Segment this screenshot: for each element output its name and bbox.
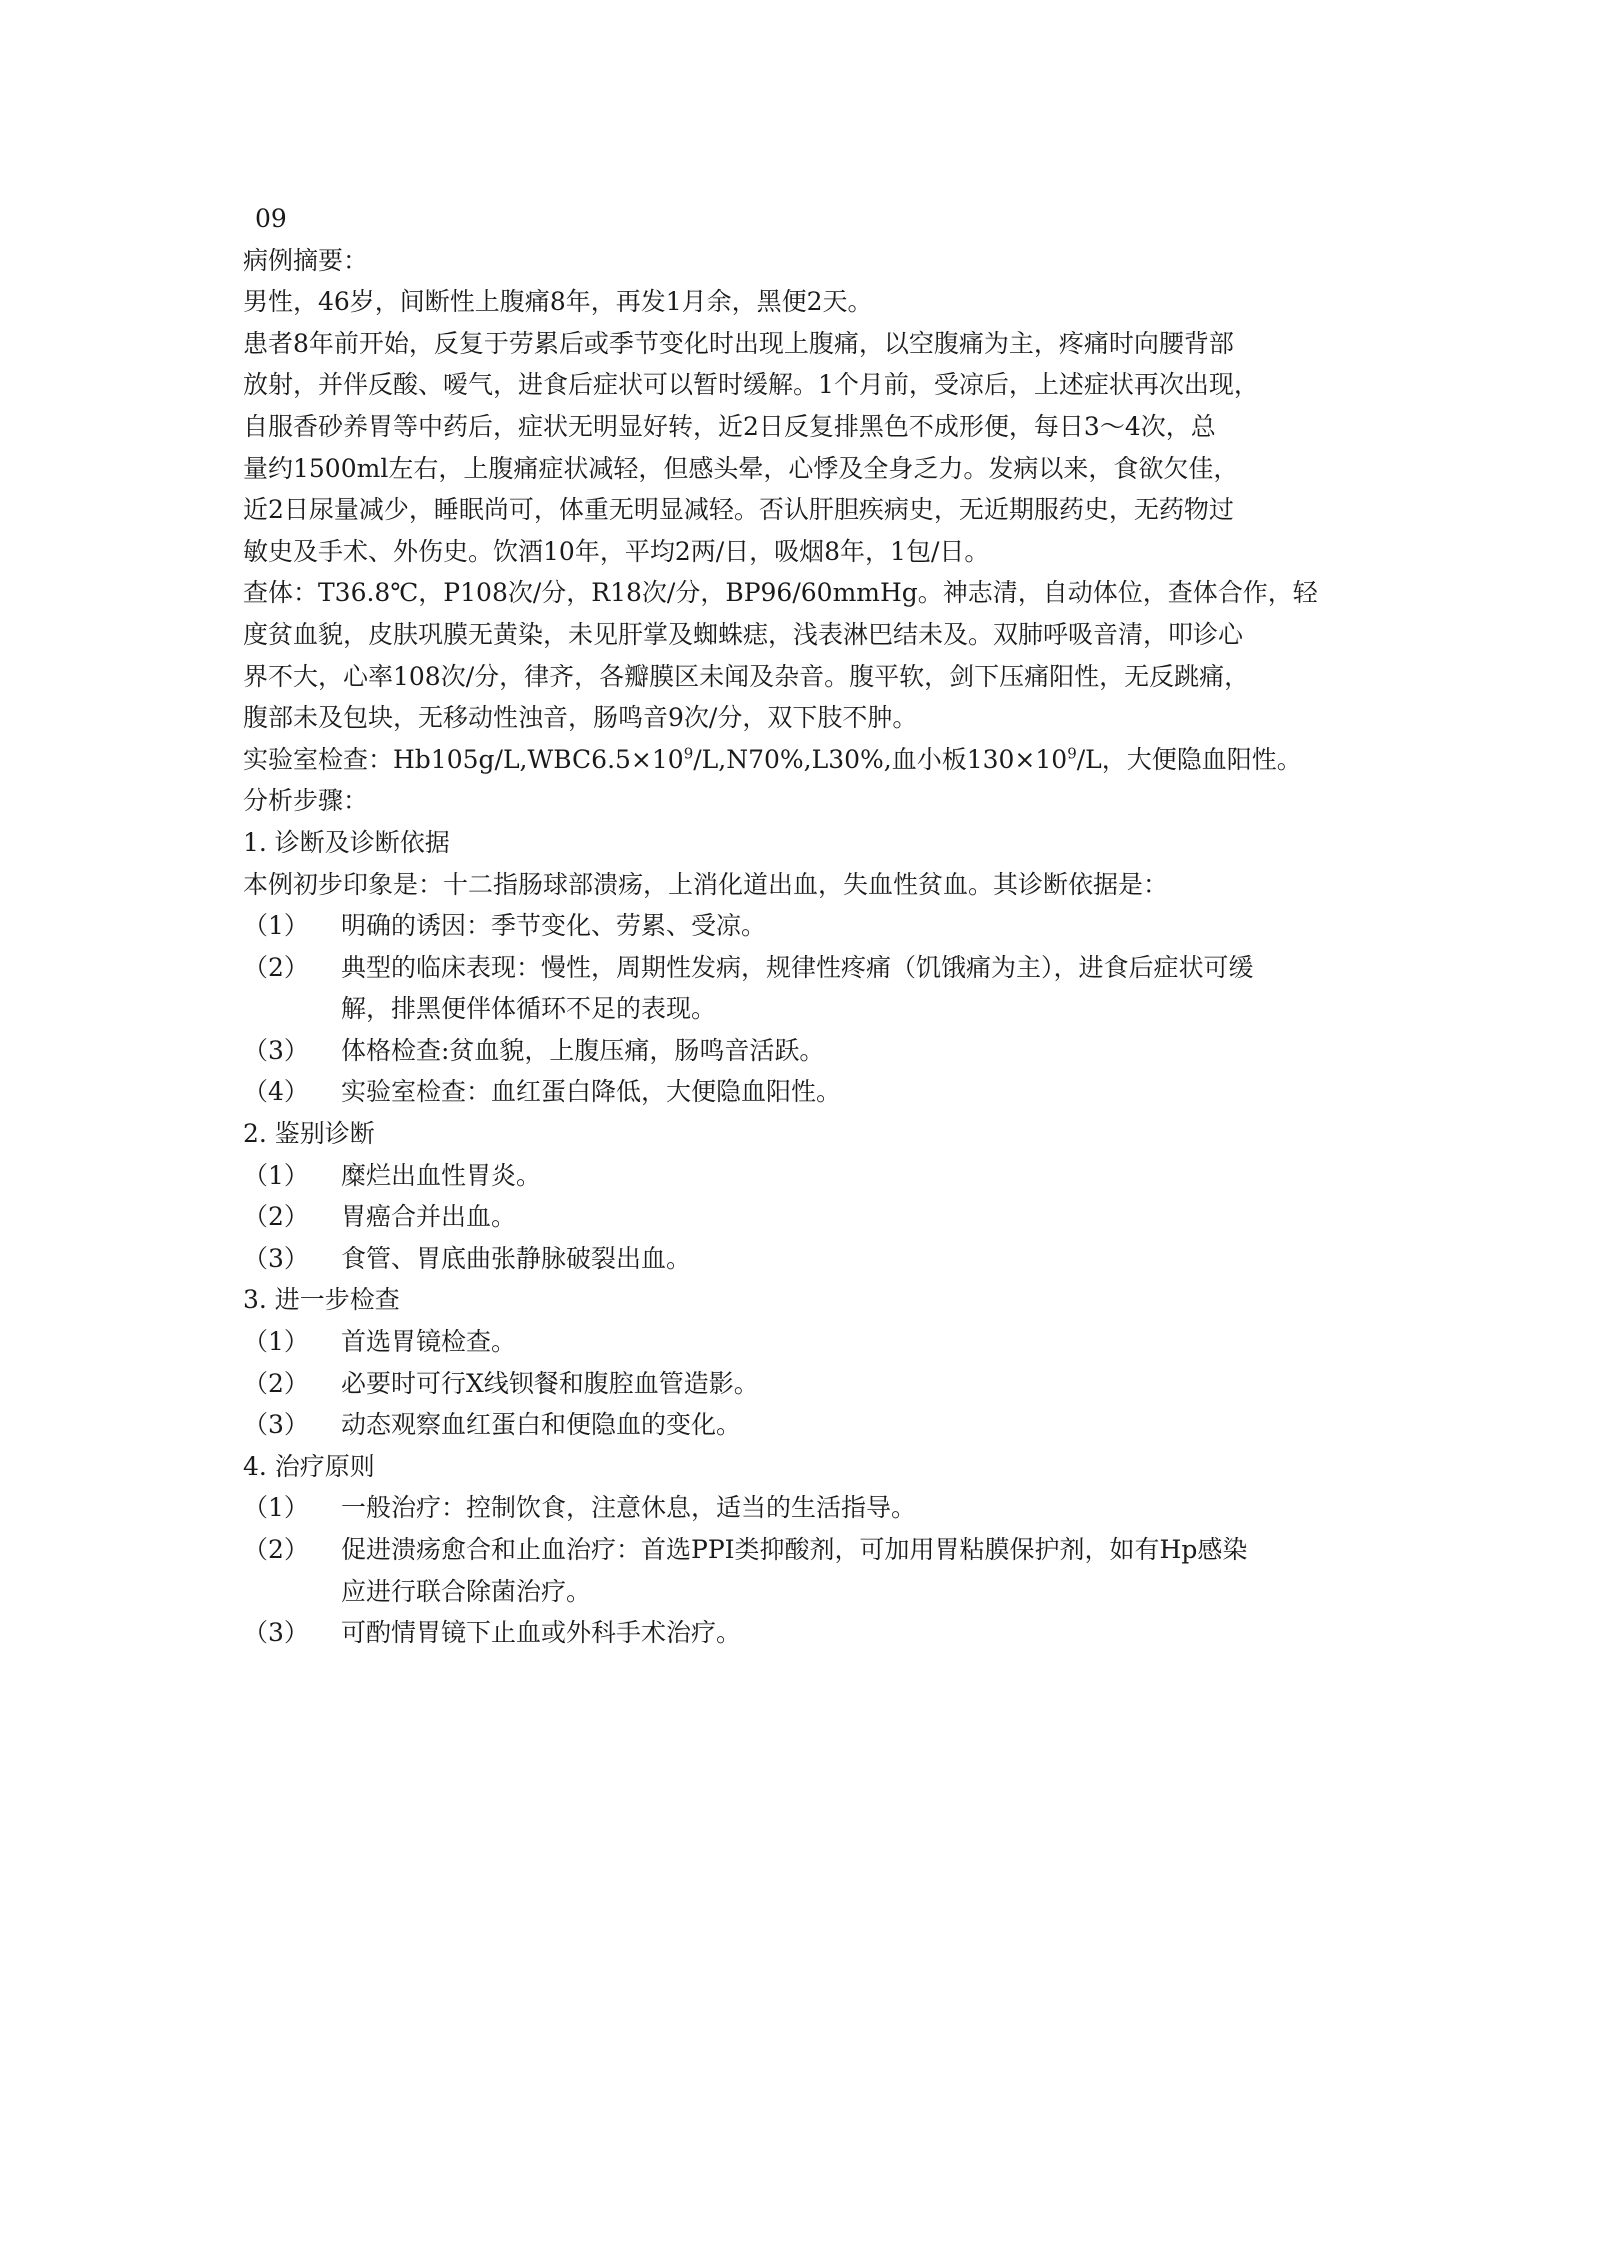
section-intro: 本例初步印象是：十二指肠球部溃疡，上消化道出血，失血性贫血。其诊断依据是： — [243, 869, 1169, 899]
exam-line: 腹部未及包块，无移动性浊音，肠鸣音9次/分，双下肢不肿。 — [243, 703, 918, 733]
item-number: （3） — [243, 1243, 309, 1273]
item-text: 首选胃镜检查。 — [341, 1327, 517, 1357]
list-item — [243, 1487, 1363, 1529]
list-item — [243, 1155, 1363, 1197]
section-title: 3. 进一步检查 — [243, 1285, 400, 1315]
section-differential — [243, 1113, 1363, 1279]
item-text: 必要时可行X线钡餐和腹腔血管造影。 — [341, 1368, 759, 1398]
list-item — [243, 1404, 1363, 1446]
analysis-heading: 分析步骤： — [243, 786, 369, 816]
lab-part: 实验室检查：Hb105g/L,WBC6.5×10 — [243, 744, 684, 774]
history-line: 放射，并伴反酸、嗳气，进食后症状可以暂时缓解。1个月前，受凉后，上述症状再次出现， — [243, 370, 1259, 400]
lab-part: /L,N70%,L30%,血小板130×10 — [693, 744, 1068, 774]
item-text: 糜烂出血性胃炎。 — [341, 1160, 542, 1190]
item-text: 实验室检查：血红蛋白降低，大便隐血阳性。 — [341, 1077, 842, 1107]
list-item — [243, 947, 1363, 1030]
item-number: （2） — [243, 1368, 309, 1398]
exam-line: 界不大，心率108次/分，律齐，各瓣膜区未闻及杂音。腹平软，剑下压痛阳性，无反跳痛， — [243, 661, 1250, 691]
exam-line: 查体：T36.8℃，P108次/分，R18次/分，BP96/60mmHg。神志清，自动体位，查体合作，轻 — [243, 578, 1318, 608]
list-item — [243, 1529, 1363, 1612]
lab-part: /L，大便隐血阳性。 — [1076, 744, 1302, 774]
history-line: 敏史及手术、外伤史。饮酒10年，平均2两/日，吸烟8年，1包/日。 — [243, 536, 990, 566]
list-item — [243, 1238, 1363, 1280]
history-line: 近2日尿量减少，睡眠尚可，体重无明显减轻。否认肝胆疾病史，无近期服药史，无药物过 — [243, 495, 1234, 525]
item-text: 动态观察血红蛋白和便隐血的变化。 — [341, 1410, 742, 1440]
history-paragraph — [243, 323, 1363, 573]
section-title: 4. 治疗原则 — [243, 1451, 375, 1481]
item-number: （1） — [243, 1327, 309, 1357]
item-text: 典型的临床表现：慢性，周期性发病，规律性疼痛（饥饿痛为主），进食后症状可缓 解，排黑便伴体循环不足的表现。 — [341, 952, 1254, 1024]
section-diagnosis — [243, 822, 1363, 1113]
item-text: 一般治疗：控制饮食，注意休息，适当的生活指导。 — [341, 1493, 917, 1523]
item-number: （3） — [243, 1618, 309, 1648]
chief-complaint: 男性，46岁，间断性上腹痛8年，再发1月余，黑便2天。 — [243, 287, 873, 317]
item-number: （2） — [243, 1202, 309, 1232]
lab-exponent: 9 — [1067, 744, 1077, 763]
item-text: 可酌情胃镜下止血或外科手术治疗。 — [341, 1618, 742, 1648]
item-number: （1） — [243, 1493, 309, 1523]
item-text: 明确的诱因：季节变化、劳累、受凉。 — [341, 911, 767, 941]
list-item — [243, 1612, 1363, 1654]
section-title: 2. 鉴别诊断 — [243, 1119, 375, 1149]
exam-paragraph — [243, 572, 1363, 738]
list-item — [243, 1030, 1363, 1072]
list-item — [243, 1363, 1363, 1405]
item-number: （1） — [243, 911, 309, 941]
history-line: 患者8年前开始，反复于劳累后或季节变化时出现上腹痛，以空腹痛为主，疼痛时向腰背部 — [243, 328, 1234, 358]
section-further-exam — [243, 1279, 1363, 1445]
item-number: （3） — [243, 1035, 309, 1065]
item-text: 体格检查:贫血貌，上腹压痛，肠鸣音活跃。 — [341, 1035, 825, 1065]
summary-heading: 病例摘要： — [243, 245, 369, 275]
item-number: （1） — [243, 1160, 309, 1190]
list-item — [243, 1071, 1363, 1113]
item-text: 食管、胃底曲张静脉破裂出血。 — [341, 1243, 692, 1273]
item-number: （3） — [243, 1410, 309, 1440]
item-text: 促进溃疡愈合和止血治疗：首选PPI类抑酸剂，可加用胃粘膜保护剂，如有Hp感染 应进行联合除菌治疗。 — [341, 1535, 1248, 1606]
history-line: 量约1500ml左右，上腹痛症状减轻，但感头晕，心悸及全身乏力。发病以来，食欲欠佳， — [243, 453, 1239, 483]
section-treatment — [243, 1446, 1363, 1654]
list-item — [243, 1321, 1363, 1363]
item-number: （2） — [243, 952, 309, 982]
document-page — [243, 198, 1363, 1654]
list-item — [243, 1196, 1363, 1238]
exam-line: 度贫血貌，皮肤巩膜无黄染，未见肝掌及蜘蛛痣，浅表淋巴结未及。双肺呼吸音清，叩诊心 — [243, 619, 1244, 649]
list-item — [243, 905, 1363, 947]
lab-exponent: 9 — [683, 744, 694, 763]
history-line: 自服香砂养胃等中药后，症状无明显好转，近2日反复排黑色不成形便，每日3～4次，总 — [243, 411, 1216, 441]
item-text: 胃癌合并出血。 — [341, 1202, 517, 1232]
item-number: （2） — [243, 1535, 309, 1564]
item-number: （4） — [243, 1077, 309, 1107]
section-title: 1. 诊断及诊断依据 — [243, 827, 450, 857]
lab-results — [243, 739, 1363, 781]
page-number: 09 — [255, 204, 287, 233]
